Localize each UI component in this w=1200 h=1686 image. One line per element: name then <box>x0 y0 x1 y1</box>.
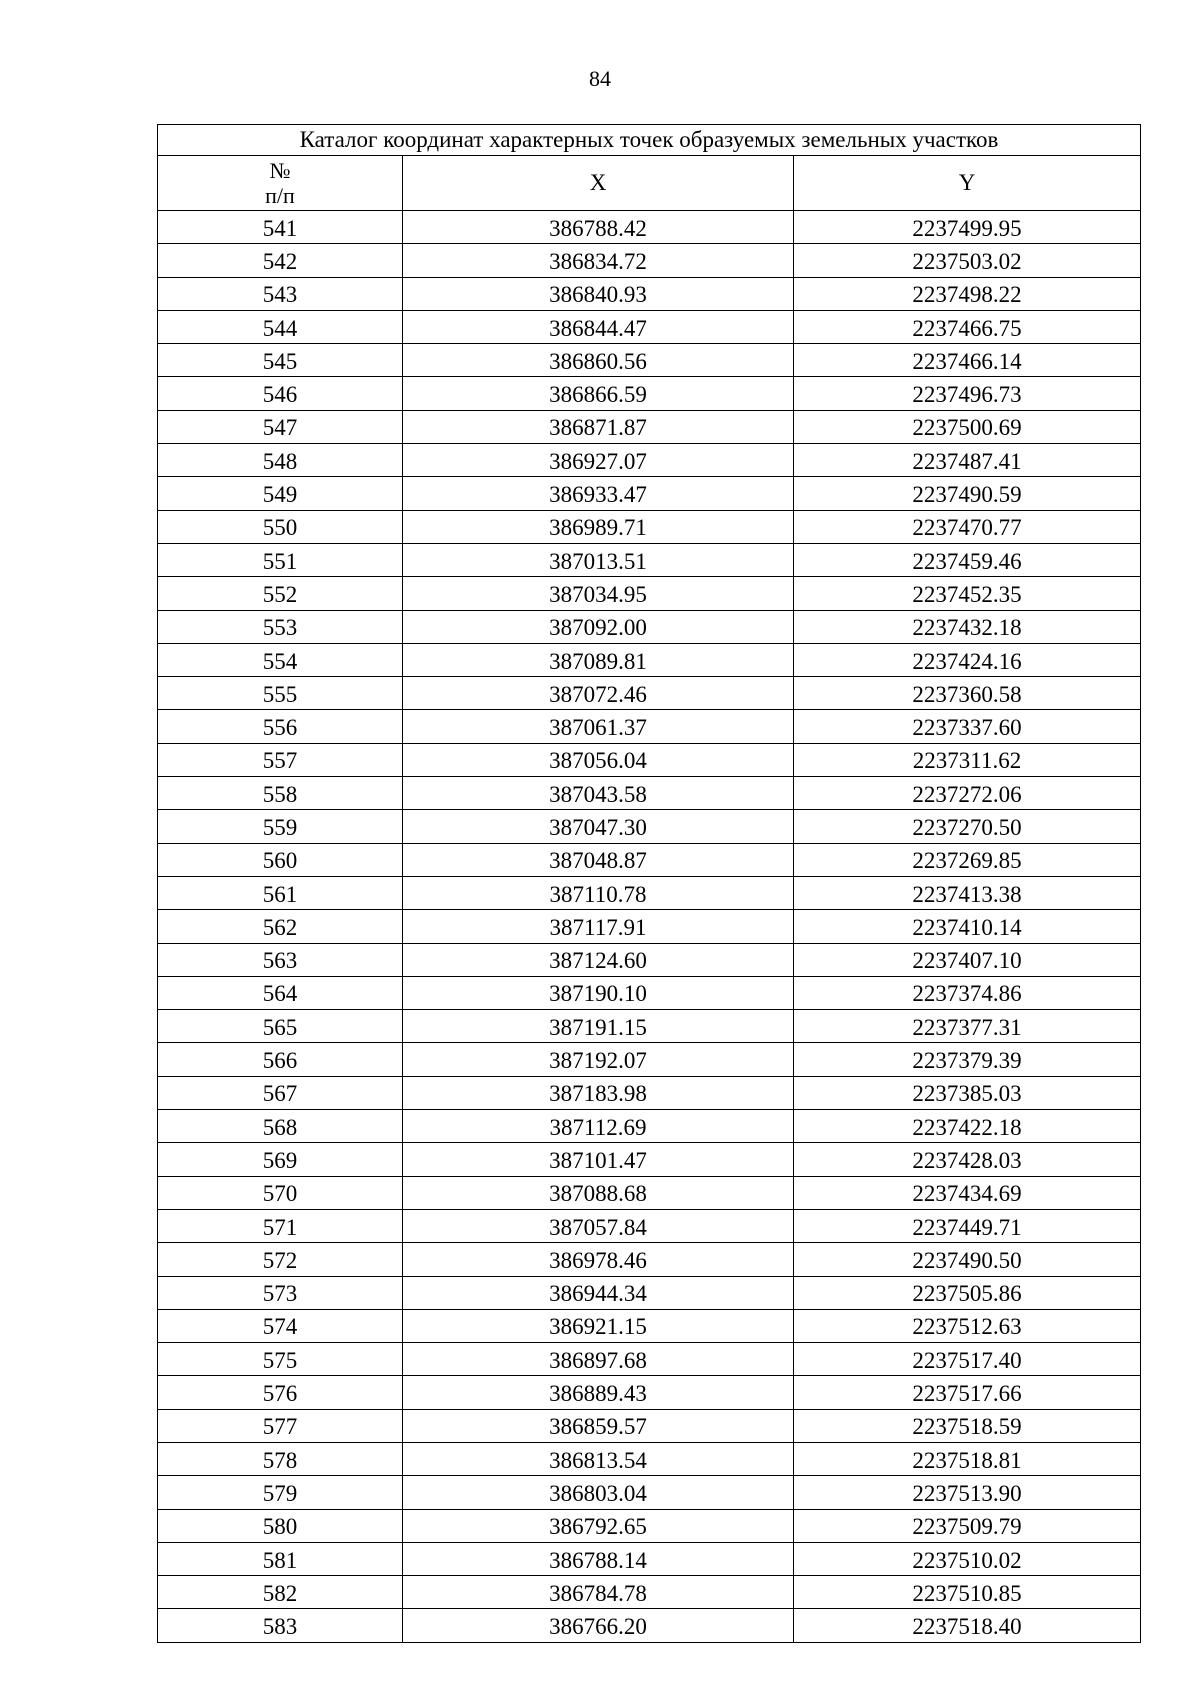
point-number-cell: 574 <box>158 1309 403 1342</box>
x-coordinate-cell: 387013.51 <box>403 543 794 576</box>
table-row <box>158 1343 1141 1376</box>
column-header-number-line1: № <box>269 158 291 183</box>
point-number-cell: 559 <box>158 810 403 843</box>
table-row <box>158 1010 1141 1043</box>
y-coordinate-cell: 2237428.03 <box>794 1143 1141 1176</box>
point-number-cell: 570 <box>158 1176 403 1209</box>
x-coordinate-cell: 387089.81 <box>403 643 794 676</box>
x-coordinate-cell: 387061.37 <box>403 710 794 743</box>
x-coordinate-cell: 387056.04 <box>403 743 794 776</box>
y-coordinate-cell: 2237490.50 <box>794 1243 1141 1276</box>
y-coordinate-cell: 2237500.69 <box>794 410 1141 443</box>
point-number-cell: 542 <box>158 244 403 277</box>
point-number-cell: 569 <box>158 1143 403 1176</box>
x-coordinate-cell: 386813.54 <box>403 1442 794 1475</box>
x-coordinate-cell: 387072.46 <box>403 677 794 710</box>
table-row <box>158 1110 1141 1143</box>
y-coordinate-cell: 2237269.85 <box>794 843 1141 876</box>
x-coordinate-cell: 386927.07 <box>403 444 794 477</box>
x-coordinate-cell: 386859.57 <box>403 1409 794 1442</box>
x-coordinate-cell: 386860.56 <box>403 344 794 377</box>
column-header-number <box>158 156 403 211</box>
coordinates-catalog-table <box>157 124 1141 1643</box>
point-number-cell: 578 <box>158 1442 403 1475</box>
y-coordinate-cell: 2237410.14 <box>794 910 1141 943</box>
y-coordinate-cell: 2237496.73 <box>794 377 1141 410</box>
x-coordinate-cell: 387190.10 <box>403 976 794 1009</box>
x-coordinate-cell: 386840.93 <box>403 277 794 310</box>
column-header-x: X <box>403 156 794 211</box>
x-coordinate-cell: 386933.47 <box>403 477 794 510</box>
y-coordinate-cell: 2237385.03 <box>794 1076 1141 1109</box>
y-coordinate-cell: 2237337.60 <box>794 710 1141 743</box>
table-row <box>158 777 1141 810</box>
point-number-cell: 550 <box>158 510 403 543</box>
table-row <box>158 843 1141 876</box>
x-coordinate-cell: 387043.58 <box>403 777 794 810</box>
x-coordinate-cell: 386788.42 <box>403 211 794 244</box>
table-row <box>158 1409 1141 1442</box>
x-coordinate-cell: 387183.98 <box>403 1076 794 1109</box>
point-number-cell: 557 <box>158 743 403 776</box>
table-row <box>158 244 1141 277</box>
table-row <box>158 1576 1141 1609</box>
y-coordinate-cell: 2237466.14 <box>794 344 1141 377</box>
point-number-cell: 577 <box>158 1409 403 1442</box>
x-coordinate-cell: 387048.87 <box>403 843 794 876</box>
table-row <box>158 1209 1141 1242</box>
table-row <box>158 1509 1141 1542</box>
y-coordinate-cell: 2237449.71 <box>794 1209 1141 1242</box>
y-coordinate-cell: 2237513.90 <box>794 1476 1141 1509</box>
x-coordinate-cell: 386921.15 <box>403 1309 794 1342</box>
point-number-cell: 551 <box>158 543 403 576</box>
y-coordinate-cell: 2237498.22 <box>794 277 1141 310</box>
x-coordinate-cell: 387092.00 <box>403 610 794 643</box>
table-row <box>158 1309 1141 1342</box>
x-coordinate-cell: 387101.47 <box>403 1143 794 1176</box>
table-row <box>158 1043 1141 1076</box>
table-row <box>158 1376 1141 1409</box>
point-number-cell: 552 <box>158 577 403 610</box>
point-number-cell: 553 <box>158 610 403 643</box>
table-row <box>158 1609 1141 1642</box>
point-number-cell: 554 <box>158 643 403 676</box>
page-number: 84 <box>589 66 611 91</box>
y-coordinate-cell: 2237517.40 <box>794 1343 1141 1376</box>
point-number-cell: 561 <box>158 876 403 909</box>
table-row <box>158 577 1141 610</box>
y-coordinate-cell: 2237503.02 <box>794 244 1141 277</box>
x-coordinate-cell: 386784.78 <box>403 1576 794 1609</box>
x-coordinate-cell: 386989.71 <box>403 510 794 543</box>
table-row <box>158 677 1141 710</box>
y-coordinate-cell: 2237424.16 <box>794 643 1141 676</box>
table-row <box>158 1143 1141 1176</box>
point-number-cell: 567 <box>158 1076 403 1109</box>
table-row <box>158 976 1141 1009</box>
point-number-cell: 548 <box>158 444 403 477</box>
y-coordinate-cell: 2237413.38 <box>794 876 1141 909</box>
point-number-cell: 558 <box>158 777 403 810</box>
point-number-cell: 583 <box>158 1609 403 1642</box>
y-coordinate-cell: 2237499.95 <box>794 211 1141 244</box>
x-coordinate-cell: 387057.84 <box>403 1209 794 1242</box>
table-body <box>158 211 1141 1643</box>
table-row <box>158 743 1141 776</box>
y-coordinate-cell: 2237432.18 <box>794 610 1141 643</box>
x-coordinate-cell: 387034.95 <box>403 577 794 610</box>
x-coordinate-cell: 386844.47 <box>403 310 794 343</box>
table-row <box>158 211 1141 244</box>
point-number-cell: 544 <box>158 310 403 343</box>
y-coordinate-cell: 2237512.63 <box>794 1309 1141 1342</box>
table-title: Каталог координат характерных точек образуемых земельных участков <box>158 125 1141 156</box>
table-row <box>158 1076 1141 1109</box>
table-title-row <box>158 125 1141 156</box>
x-coordinate-cell: 386766.20 <box>403 1609 794 1642</box>
table-row <box>158 1176 1141 1209</box>
point-number-cell: 565 <box>158 1010 403 1043</box>
y-coordinate-cell: 2237490.59 <box>794 477 1141 510</box>
point-number-cell: 582 <box>158 1576 403 1609</box>
point-number-cell: 546 <box>158 377 403 410</box>
y-coordinate-cell: 2237270.50 <box>794 810 1141 843</box>
y-coordinate-cell: 2237379.39 <box>794 1043 1141 1076</box>
y-coordinate-cell: 2237505.86 <box>794 1276 1141 1309</box>
y-coordinate-cell: 2237459.46 <box>794 543 1141 576</box>
table-row <box>158 1276 1141 1309</box>
table-row <box>158 1442 1141 1475</box>
table-row <box>158 910 1141 943</box>
point-number-cell: 564 <box>158 976 403 1009</box>
table-row <box>158 344 1141 377</box>
point-number-cell: 556 <box>158 710 403 743</box>
point-number-cell: 541 <box>158 211 403 244</box>
table-row <box>158 277 1141 310</box>
y-coordinate-cell: 2237509.79 <box>794 1509 1141 1542</box>
point-number-cell: 547 <box>158 410 403 443</box>
table-row <box>158 543 1141 576</box>
point-number-cell: 568 <box>158 1110 403 1143</box>
y-coordinate-cell: 2237518.81 <box>794 1442 1141 1475</box>
y-coordinate-cell: 2237510.85 <box>794 1576 1141 1609</box>
table-row <box>158 610 1141 643</box>
point-number-cell: 580 <box>158 1509 403 1542</box>
y-coordinate-cell: 2237517.66 <box>794 1376 1141 1409</box>
x-coordinate-cell: 386803.04 <box>403 1476 794 1509</box>
point-number-cell: 563 <box>158 943 403 976</box>
table-row <box>158 943 1141 976</box>
table-row <box>158 310 1141 343</box>
point-number-cell: 572 <box>158 1243 403 1276</box>
y-coordinate-cell: 2237360.58 <box>794 677 1141 710</box>
table-row <box>158 444 1141 477</box>
column-header-y: Y <box>794 156 1141 211</box>
x-coordinate-cell: 386788.14 <box>403 1542 794 1575</box>
x-coordinate-cell: 386792.65 <box>403 1509 794 1542</box>
y-coordinate-cell: 2237422.18 <box>794 1110 1141 1143</box>
y-coordinate-cell: 2237470.77 <box>794 510 1141 543</box>
table-row <box>158 710 1141 743</box>
table-row <box>158 377 1141 410</box>
x-coordinate-cell: 387124.60 <box>403 943 794 976</box>
point-number-cell: 543 <box>158 277 403 310</box>
x-coordinate-cell: 387088.68 <box>403 1176 794 1209</box>
y-coordinate-cell: 2237374.86 <box>794 976 1141 1009</box>
y-coordinate-cell: 2237510.02 <box>794 1542 1141 1575</box>
y-coordinate-cell: 2237518.59 <box>794 1409 1141 1442</box>
table-header-row <box>158 156 1141 211</box>
point-number-cell: 545 <box>158 344 403 377</box>
table-row <box>158 810 1141 843</box>
point-number-cell: 566 <box>158 1043 403 1076</box>
x-coordinate-cell: 387191.15 <box>403 1010 794 1043</box>
y-coordinate-cell: 2237434.69 <box>794 1176 1141 1209</box>
point-number-cell: 576 <box>158 1376 403 1409</box>
x-coordinate-cell: 386834.72 <box>403 244 794 277</box>
table-row <box>158 477 1141 510</box>
y-coordinate-cell: 2237452.35 <box>794 577 1141 610</box>
table-row <box>158 1243 1141 1276</box>
point-number-cell: 579 <box>158 1476 403 1509</box>
x-coordinate-cell: 386871.87 <box>403 410 794 443</box>
x-coordinate-cell: 386944.34 <box>403 1276 794 1309</box>
x-coordinate-cell: 386866.59 <box>403 377 794 410</box>
table-row <box>158 510 1141 543</box>
x-coordinate-cell: 386978.46 <box>403 1243 794 1276</box>
x-coordinate-cell: 387112.69 <box>403 1110 794 1143</box>
y-coordinate-cell: 2237518.40 <box>794 1609 1141 1642</box>
x-coordinate-cell: 386897.68 <box>403 1343 794 1376</box>
x-coordinate-cell: 387117.91 <box>403 910 794 943</box>
x-coordinate-cell: 387192.07 <box>403 1043 794 1076</box>
y-coordinate-cell: 2237311.62 <box>794 743 1141 776</box>
point-number-cell: 581 <box>158 1542 403 1575</box>
table-row <box>158 643 1141 676</box>
x-coordinate-cell: 386889.43 <box>403 1376 794 1409</box>
y-coordinate-cell: 2237407.10 <box>794 943 1141 976</box>
point-number-cell: 555 <box>158 677 403 710</box>
y-coordinate-cell: 2237466.75 <box>794 310 1141 343</box>
y-coordinate-cell: 2237487.41 <box>794 444 1141 477</box>
table-row <box>158 410 1141 443</box>
column-header-number-line2: п/п <box>265 183 295 208</box>
x-coordinate-cell: 387110.78 <box>403 876 794 909</box>
point-number-cell: 560 <box>158 843 403 876</box>
table-row <box>158 876 1141 909</box>
point-number-cell: 549 <box>158 477 403 510</box>
point-number-cell: 575 <box>158 1343 403 1376</box>
table-row <box>158 1476 1141 1509</box>
y-coordinate-cell: 2237272.06 <box>794 777 1141 810</box>
point-number-cell: 571 <box>158 1209 403 1242</box>
point-number-cell: 562 <box>158 910 403 943</box>
table-row <box>158 1542 1141 1575</box>
y-coordinate-cell: 2237377.31 <box>794 1010 1141 1043</box>
x-coordinate-cell: 387047.30 <box>403 810 794 843</box>
point-number-cell: 573 <box>158 1276 403 1309</box>
